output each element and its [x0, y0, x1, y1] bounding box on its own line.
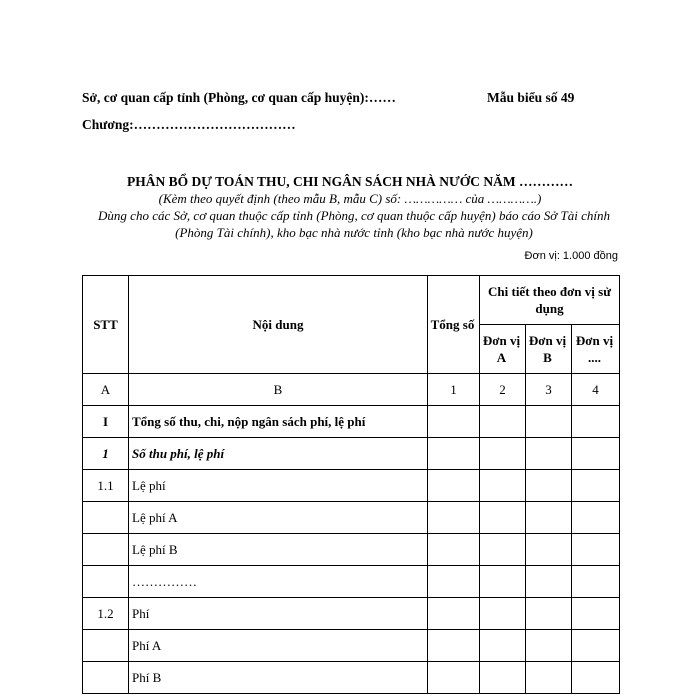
- stt-cell: I: [83, 406, 129, 438]
- content-cell: Số thu phí, lệ phí: [129, 438, 428, 470]
- index-cell: A: [83, 374, 129, 406]
- stt-cell: [83, 566, 129, 598]
- content-cell: ……………: [129, 566, 428, 598]
- stt-cell: [83, 502, 129, 534]
- content-cell: Phí B: [129, 662, 428, 694]
- chapter-line: Chương:………………………………: [82, 117, 296, 132]
- table-row: [83, 598, 620, 630]
- stt-cell: 1: [83, 438, 129, 470]
- header-stt: STT: [83, 276, 129, 374]
- content-cell: Phí A: [129, 630, 428, 662]
- index-row: [83, 374, 620, 406]
- index-cell: B: [129, 374, 428, 406]
- header-total: Tổng số: [428, 276, 480, 374]
- content-cell: Lệ phí A: [129, 502, 428, 534]
- table-row: [83, 470, 620, 502]
- table-row: [83, 566, 620, 598]
- table-row: [83, 534, 620, 566]
- usage-note: Dùng cho các Sở, cơ quan thuộc cấp tỉnh (Phòng, cơ quan thuộc cấp huyện) báo cáo Sở Tài chính (Phòng Tài chính), kho bạc nhà nước tỉnh (kho bạc nhà nước huyện): [98, 208, 610, 240]
- index-cell: 3: [526, 374, 572, 406]
- stt-cell: [83, 534, 129, 566]
- document-title: PHÂN BỔ DỰ TOÁN THU, CHI NGÂN SÁCH NHÀ NƯỚC NĂM …………: [126, 174, 573, 189]
- table-row: [83, 438, 620, 470]
- header-content: Nội dung: [129, 276, 428, 374]
- content-cell: Lệ phí B: [129, 534, 428, 566]
- content-cell: Phí: [129, 598, 428, 630]
- stt-cell: [83, 630, 129, 662]
- table-row: [83, 662, 620, 694]
- index-cell: 4: [572, 374, 620, 406]
- content-cell: Tổng số thu, chi, nộp ngân sách phí, lệ phí: [129, 406, 428, 438]
- header-unit-etc: Đơn vị ....: [572, 325, 620, 374]
- header-unit-a: Đơn vị A: [480, 325, 526, 374]
- table-row: [83, 502, 620, 534]
- attachment-note: (Kèm theo quyết định (theo mẫu B, mẫu C) số: …………… của ………….): [158, 191, 542, 206]
- table-row: [83, 630, 620, 662]
- header-detail: Chi tiết theo đơn vị sử dụng: [480, 276, 620, 325]
- content-cell: Lệ phí: [129, 470, 428, 502]
- agency-line: Sở, cơ quan cấp tỉnh (Phòng, cơ quan cấp huyện):……: [82, 90, 396, 105]
- index-cell: 1: [428, 374, 480, 406]
- stt-cell: [83, 662, 129, 694]
- form-number: Mẫu biểu số 49: [487, 90, 575, 105]
- table-row: [83, 406, 620, 438]
- budget-table: [82, 275, 620, 694]
- header-unit-b: Đơn vị B: [526, 325, 572, 374]
- unit-label: Đơn vị: 1.000 đồng: [524, 250, 618, 262]
- index-cell: 2: [480, 374, 526, 406]
- stt-cell: 1.2: [83, 598, 129, 630]
- stt-cell: 1.1: [83, 470, 129, 502]
